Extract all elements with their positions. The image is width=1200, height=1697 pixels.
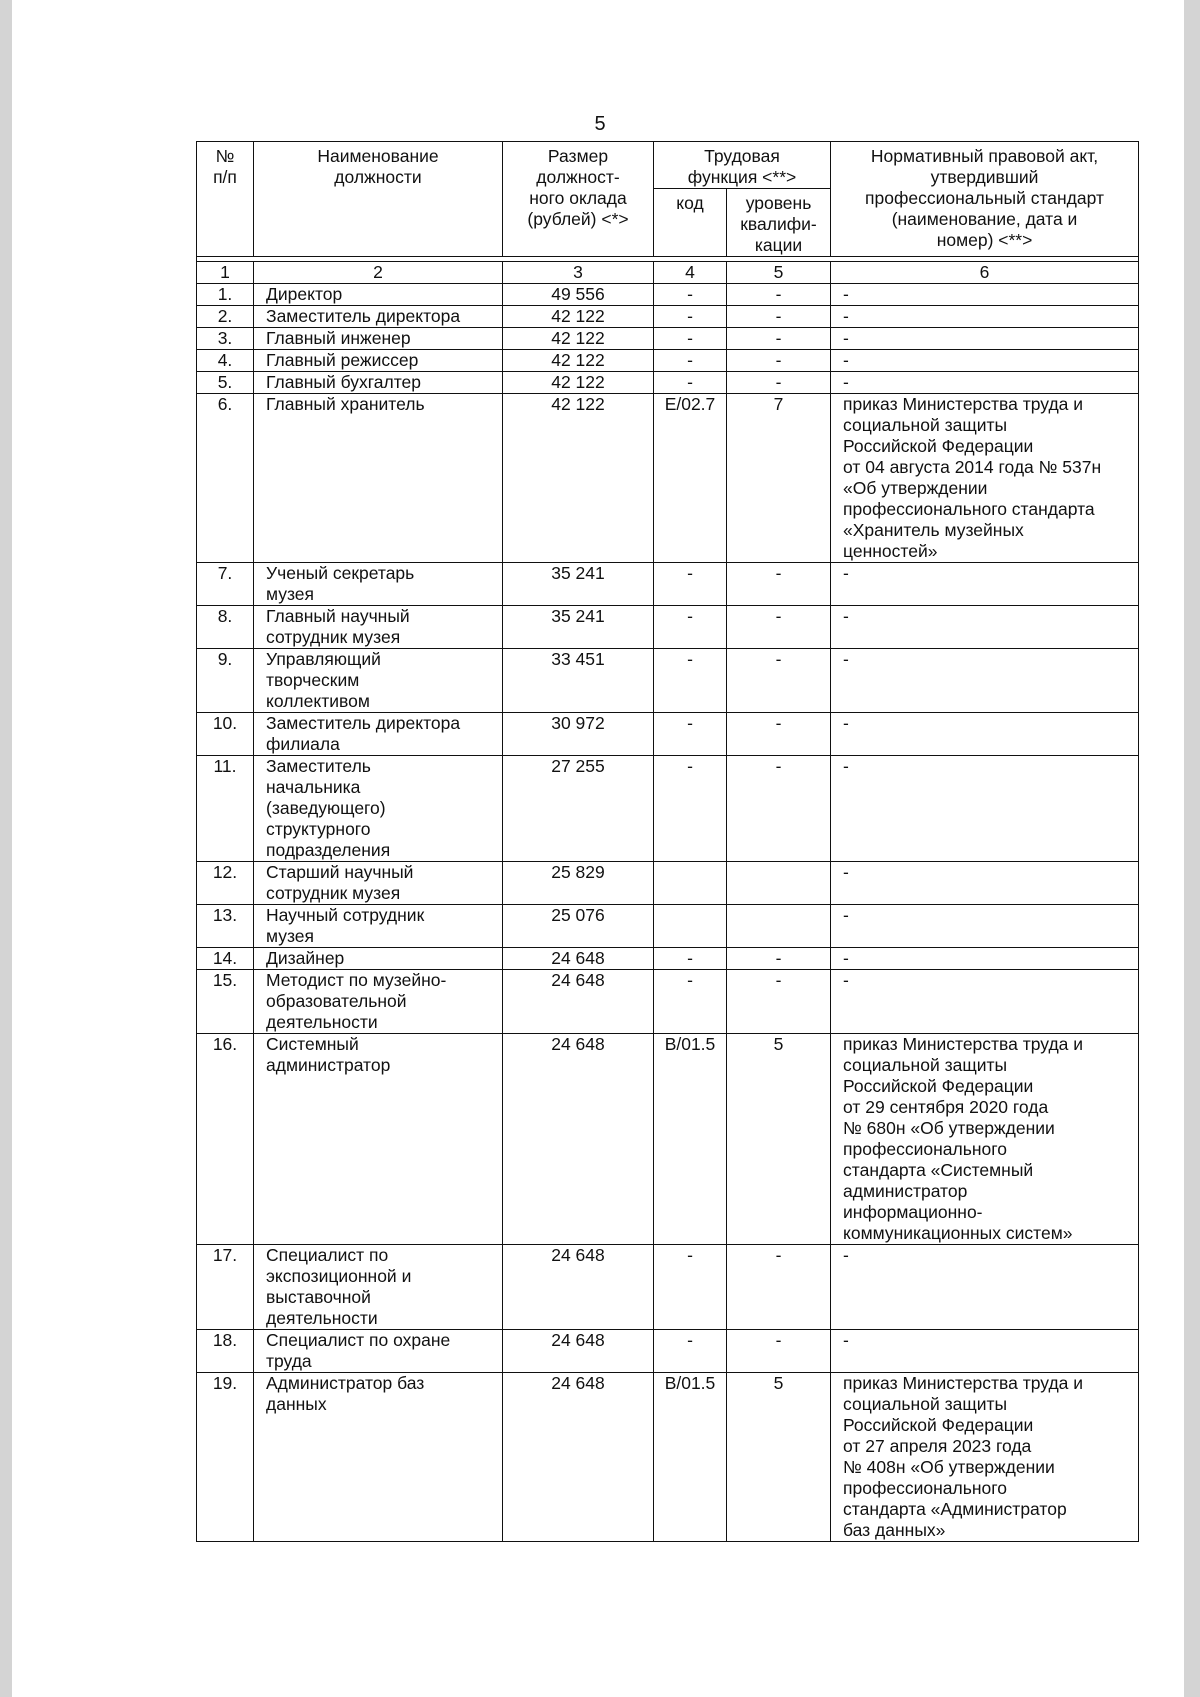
salary-value: 35 241 — [503, 563, 654, 606]
legal-act: - — [831, 756, 1139, 862]
salary-value: 24 648 — [503, 1330, 654, 1373]
salary-value: 27 255 — [503, 756, 654, 862]
function-code: - — [654, 970, 727, 1034]
salary-value: 42 122 — [503, 328, 654, 350]
legal-act: - — [831, 713, 1139, 756]
table-row — [197, 284, 1139, 306]
function-code: - — [654, 756, 727, 862]
function-code: - — [654, 328, 727, 350]
row-number: 13. — [197, 905, 254, 948]
table-row — [197, 372, 1139, 394]
row-number: 9. — [197, 649, 254, 713]
qualification-level: - — [727, 713, 831, 756]
column-number: 5 — [727, 262, 831, 284]
row-number: 6. — [197, 394, 254, 563]
qualification-level: - — [727, 756, 831, 862]
function-code: - — [654, 606, 727, 649]
table-row — [197, 905, 1139, 948]
legal-act: приказ Министерства труда и социальной защиты Российской Федерации от 27 апреля 2023 года № 408н «Об утверждении профессионального стандарта «Администратор баз данных» — [831, 1373, 1139, 1542]
position-name: Старший научный сотрудник музея — [254, 862, 503, 905]
legal-act: - — [831, 970, 1139, 1034]
qualification-level: - — [727, 649, 831, 713]
qualification-level: - — [727, 372, 831, 394]
header-code: код — [654, 189, 727, 257]
table-row — [197, 350, 1139, 372]
page-number: 5 — [594, 113, 606, 135]
function-code — [654, 905, 727, 948]
function-code — [654, 862, 727, 905]
table-row — [197, 970, 1139, 1034]
table-row — [197, 1373, 1139, 1542]
salary-value: 42 122 — [503, 394, 654, 563]
table-row — [197, 862, 1139, 905]
column-number: 6 — [831, 262, 1139, 284]
legal-act: - — [831, 862, 1139, 905]
position-name: Директор — [254, 284, 503, 306]
function-code: Е/02.7 — [654, 394, 727, 563]
row-number: 16. — [197, 1034, 254, 1245]
function-code: - — [654, 284, 727, 306]
table-row — [197, 756, 1139, 862]
salary-value: 24 648 — [503, 1245, 654, 1330]
function-code: В/01.5 — [654, 1373, 727, 1542]
salary-value: 25 829 — [503, 862, 654, 905]
function-code: - — [654, 350, 727, 372]
position-name: Специалист по экспозиционной и выставочной деятельности — [254, 1245, 503, 1330]
legal-act: - — [831, 563, 1139, 606]
table-header — [197, 142, 1139, 257]
position-name: Главный инженер — [254, 328, 503, 350]
header-act: Нормативный правовой акт, утвердивший профессиональный стандарт (наименование, дата и номер) <**> — [831, 142, 1139, 257]
qualification-level: 5 — [727, 1373, 831, 1542]
table-row — [197, 1034, 1139, 1245]
salary-value: 33 451 — [503, 649, 654, 713]
function-code: - — [654, 1245, 727, 1330]
function-code: - — [654, 306, 727, 328]
function-code: - — [654, 713, 727, 756]
table-row — [197, 649, 1139, 713]
table-row — [197, 713, 1139, 756]
salary-value: 24 648 — [503, 1034, 654, 1245]
row-number: 12. — [197, 862, 254, 905]
row-number: 17. — [197, 1245, 254, 1330]
legal-act: приказ Министерства труда и социальной защиты Российской Федерации от 29 сентября 2020 года № 680н «Об утверждении профессионального стандарта «Системный администратор информационно- коммуникационных систем» — [831, 1034, 1139, 1245]
table-row — [197, 1245, 1139, 1330]
position-name: Дизайнер — [254, 948, 503, 970]
row-number: 15. — [197, 970, 254, 1034]
legal-act: - — [831, 284, 1139, 306]
position-name: Специалист по охране труда — [254, 1330, 503, 1373]
table-row — [197, 606, 1139, 649]
position-name: Управляющий творческим коллективом — [254, 649, 503, 713]
qualification-level: - — [727, 970, 831, 1034]
table-row — [197, 394, 1139, 563]
header-function-group: Трудовая функция <**> — [654, 142, 831, 189]
row-number: 11. — [197, 756, 254, 862]
header-level: уровень квалифи- кации — [727, 189, 831, 257]
salary-value: 24 648 — [503, 970, 654, 1034]
row-number: 18. — [197, 1330, 254, 1373]
scan-edge-right — [1184, 0, 1200, 1697]
table-row — [197, 328, 1139, 350]
legal-act: - — [831, 350, 1139, 372]
qualification-level: - — [727, 306, 831, 328]
header-name: Наименование должности — [254, 142, 503, 257]
positions-table — [196, 141, 1139, 1542]
position-name: Ученый секретарь музея — [254, 563, 503, 606]
qualification-level: - — [727, 563, 831, 606]
legal-act: - — [831, 649, 1139, 713]
qualification-level: - — [727, 606, 831, 649]
qualification-level: - — [727, 328, 831, 350]
salary-value: 42 122 — [503, 350, 654, 372]
function-code: - — [654, 372, 727, 394]
row-number: 10. — [197, 713, 254, 756]
qualification-level: - — [727, 284, 831, 306]
position-name: Методист по музейно- образовательной деятельности — [254, 970, 503, 1034]
legal-act: - — [831, 606, 1139, 649]
position-name: Главный научный сотрудник музея — [254, 606, 503, 649]
position-name: Системный администратор — [254, 1034, 503, 1245]
salary-value: 24 648 — [503, 948, 654, 970]
position-name: Заместитель начальника (заведующего) структурного подразделения — [254, 756, 503, 862]
qualification-level: - — [727, 350, 831, 372]
function-code: - — [654, 563, 727, 606]
qualification-level — [727, 862, 831, 905]
scan-edge-left — [0, 0, 12, 1697]
legal-act: приказ Министерства труда и социальной защиты Российской Федерации от 04 августа 2014 года № 537н «Об утверждении профессионального стандарта «Хранитель музейных ценностей» — [831, 394, 1139, 563]
column-number: 1 — [197, 262, 254, 284]
position-name: Администратор баз данных — [254, 1373, 503, 1542]
qualification-level — [727, 905, 831, 948]
row-number: 19. — [197, 1373, 254, 1542]
column-number: 2 — [254, 262, 503, 284]
row-number: 2. — [197, 306, 254, 328]
position-name: Научный сотрудник музея — [254, 905, 503, 948]
position-name: Главный бухгалтер — [254, 372, 503, 394]
row-number: 8. — [197, 606, 254, 649]
salary-value: 35 241 — [503, 606, 654, 649]
salary-value: 42 122 — [503, 372, 654, 394]
qualification-level: - — [727, 1330, 831, 1373]
table-row — [197, 948, 1139, 970]
legal-act: - — [831, 905, 1139, 948]
row-number: 4. — [197, 350, 254, 372]
legal-act: - — [831, 306, 1139, 328]
legal-act: - — [831, 372, 1139, 394]
row-number: 14. — [197, 948, 254, 970]
legal-act: - — [831, 1245, 1139, 1330]
row-number: 1. — [197, 284, 254, 306]
salary-value: 49 556 — [503, 284, 654, 306]
table-body — [197, 257, 1139, 1542]
row-number: 5. — [197, 372, 254, 394]
table-row — [197, 306, 1139, 328]
table-row — [197, 1330, 1139, 1373]
position-name: Заместитель директора — [254, 306, 503, 328]
position-name: Главный режиссер — [254, 350, 503, 372]
position-name: Главный хранитель — [254, 394, 503, 563]
function-code: - — [654, 948, 727, 970]
position-name: Заместитель директора филиала — [254, 713, 503, 756]
legal-act: - — [831, 328, 1139, 350]
function-code: - — [654, 1330, 727, 1373]
row-number: 7. — [197, 563, 254, 606]
legal-act: - — [831, 948, 1139, 970]
column-number: 3 — [503, 262, 654, 284]
header-salary: Размер должност- ного оклада (рублей) <*> — [503, 142, 654, 257]
column-numbers-row — [197, 262, 1139, 284]
qualification-level: - — [727, 1245, 831, 1330]
function-code: - — [654, 649, 727, 713]
legal-act: - — [831, 1330, 1139, 1373]
column-number: 4 — [654, 262, 727, 284]
row-number: 3. — [197, 328, 254, 350]
salary-value: 30 972 — [503, 713, 654, 756]
qualification-level: 5 — [727, 1034, 831, 1245]
table-row — [197, 563, 1139, 606]
salary-value: 42 122 — [503, 306, 654, 328]
qualification-level: - — [727, 948, 831, 970]
qualification-level: 7 — [727, 394, 831, 563]
header-num: № п/п — [197, 142, 254, 257]
salary-value: 25 076 — [503, 905, 654, 948]
function-code: В/01.5 — [654, 1034, 727, 1245]
salary-value: 24 648 — [503, 1373, 654, 1542]
